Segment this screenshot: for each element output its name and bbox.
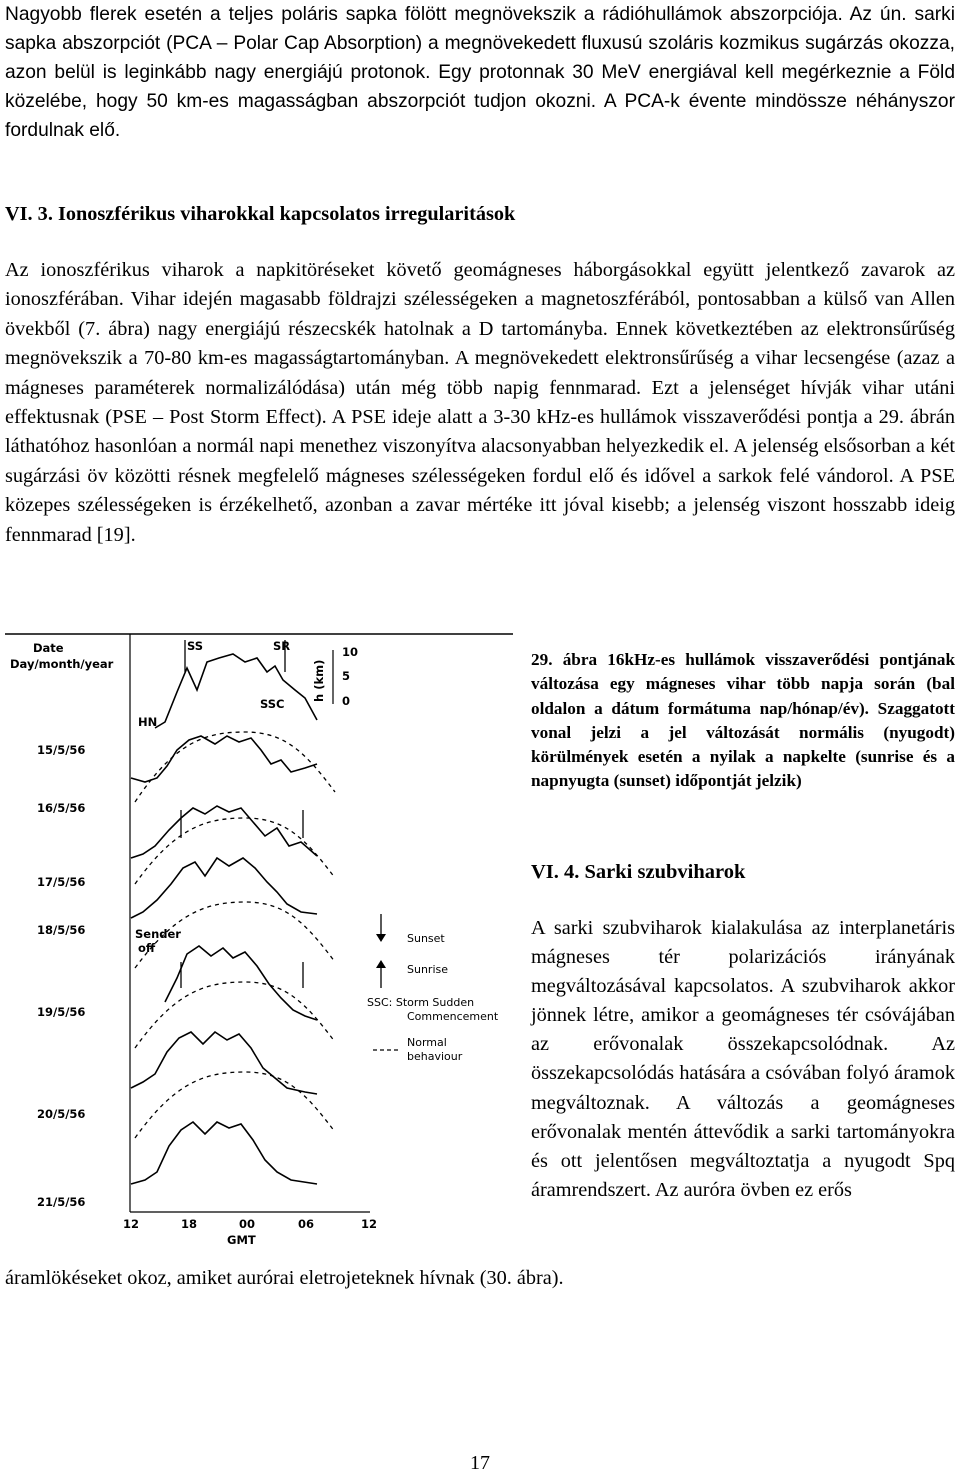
observed-traces: [131, 654, 317, 1184]
normal-17-5-56: [135, 818, 335, 884]
paragraph-polar-substorms-end: áramlökéseket okoz, amiket aurórai eletrojeteknek hívnak (30. ábra).: [5, 1267, 564, 1289]
x-tick: 12: [361, 1217, 378, 1231]
x-tick: 18: [181, 1217, 198, 1231]
figure-29-caption: 29. ábra 16kHz-es hullámok visszaverődési pontjának változása egy mágneses vihar több napja során (bal oldalon a dátum formátuma nap/hónap/év). Szaggatott vonal jelzi a jel változását normális (nyugodt) körülmények esetén a nyilak a napkelte (sunrise és a napnyugta (sunset) időpontját jelzik): [531, 650, 955, 791]
figure-29: [5, 632, 513, 1262]
trace-17-5-56: [131, 806, 317, 858]
legend-normal-1: Normal: [407, 1036, 447, 1049]
trace-15-5-56: [155, 654, 317, 728]
normal-20-5-56: [135, 1072, 335, 1138]
legend-ssc-1: SSC: Storm Sudden: [367, 996, 475, 1009]
date-label: 15/5/56: [37, 743, 86, 757]
h-tick-10: 10: [342, 645, 359, 659]
label-sr: SR: [273, 639, 291, 653]
x-tick: 12: [123, 1217, 140, 1231]
h-tick-0: 0: [342, 694, 351, 708]
figure-29-plot: [5, 632, 513, 1262]
trace-18-5-56: [131, 858, 317, 918]
legend-sunset: Sunset: [407, 932, 445, 945]
date-label: 20/5/56: [37, 1107, 86, 1121]
paragraph-ionospheric-storms: Az ionoszférikus viharok a napkitöréseket követő geomágneses háborgásokkal együtt jelentkező zavarok az ionoszférában. Vihar idején magasabb földrajzi szélességeken a magnetoszférából, pontosabban a külső van Allen övekből (7. ábra) nagy energiájú részecskék hatolnak a D tartományba. Ennek következtében az elektronsűrűség megnövekszik a 70-80 km-es magasságtartományban. A megnövekedett elektronsűrűség a vihar lecsengése (azaz a mágneses paraméterek normalizálódása) után még több napig fennmarad. Ezt a jelenséget hívják vihar utáni effektusnak (PSE – Post Storm Effect). A PSE ideje alatt a 3-30 kHz-es hullámok visszaverődési pontja a 29. ábrán láthatóhoz hasonlóan a normál napi menethez viszonyítva alacsonyabban helyezkedik el. A jelenség elsősorban a két sugárzási öv közötti résnek megfelelő mágneses szélességeken fordul elő és idővel a sarkok felé vándorol. A PSE közepes szélességeken is érzékelhető, azonban a zavar mértéke itt jóval kisebb; a jelenség viszont hosszabb ideig fennmarad [19].: [5, 259, 955, 546]
section-heading-polar-substorms: VI. 4. Sarki szubviharok: [531, 861, 746, 883]
page-number: 17: [470, 1452, 490, 1474]
sun-markers: [181, 640, 303, 988]
legend-sunset-arrowhead: [376, 934, 386, 942]
label-hn: HN: [138, 715, 158, 729]
trace-19-5-56: [165, 946, 317, 1020]
trace-21-5-56: [131, 1122, 317, 1184]
x-axis-label: GMT: [227, 1233, 256, 1247]
normal-16-5-56: [135, 732, 335, 802]
date-label: 21/5/56: [37, 1195, 86, 1209]
sender-off-label: off: [138, 941, 156, 955]
legend-sunrise-arrowhead: [376, 960, 386, 968]
label-ss: SS: [187, 639, 204, 653]
paragraph-polar-substorms: A sarki szubviharok kialakulása az interplanetáris mágneses tér polarizációs irányának megváltozásával kapcsolatos. A szubviharok akkor jönnek létre, amikor a geomágneses tér csóvájában az erővonalak összekapcsolódnak. Az összekapcsolódás hatására a csóvában folyó áramok megváltoznak. A változás a geomágneses erővonalak mentén áttevődik a sarki tartományokra és ott jelentősen megváltoztatja a nyugodt Spq áramrendszert. Az auróra övben ez erős: [531, 917, 955, 1201]
trace-20-5-56: [131, 1032, 317, 1094]
h-axis-label: h (km): [312, 659, 326, 702]
date-header-2: Day/month/year: [10, 657, 114, 671]
section-heading-ionospheric-storms: VI. 3. Ionoszférikus viharokkal kapcsolatos irregularitások: [5, 203, 516, 225]
date-label: 18/5/56: [37, 923, 86, 937]
date-header-1: Date: [33, 641, 64, 655]
legend: [367, 914, 499, 1063]
trace-16-5-56: [131, 736, 317, 782]
h-tick-5: 5: [342, 669, 351, 683]
legend-normal-2: behaviour: [407, 1050, 463, 1063]
legend-ssc-2: Commencement: [407, 1010, 499, 1023]
date-label: 17/5/56: [37, 875, 86, 889]
normal-19-5-56: [135, 982, 335, 1048]
date-label: 16/5/56: [37, 801, 86, 815]
label-ssc: SSC: [260, 697, 285, 711]
legend-sunrise: Sunrise: [407, 963, 449, 976]
date-label: 19/5/56: [37, 1005, 86, 1019]
sender-off-label: Sender: [135, 927, 181, 941]
paragraph-pca: Nagyobb flerek esetén a teljes poláris sapka fölött megnövekszik a rádióhullámok abszorpciója. Az ún. sarki sapka abszorpciót (PCA – Polar Cap Absorption) a megnövekedett fluxusú szoláris kozmikus sugárzás okozza, azon belül is leginkább nagy energiájú protonok. Egy protonnak 30 MeV energiával kell megérkeznie a Föld közelébe, hogy 50 km-es magasságban abszorpciót tudjon okozni. A PCA-k évente mindössze néhányszor fordulnak elő.: [5, 4, 955, 141]
x-tick: 06: [298, 1217, 315, 1231]
x-tick: 00: [239, 1217, 256, 1231]
